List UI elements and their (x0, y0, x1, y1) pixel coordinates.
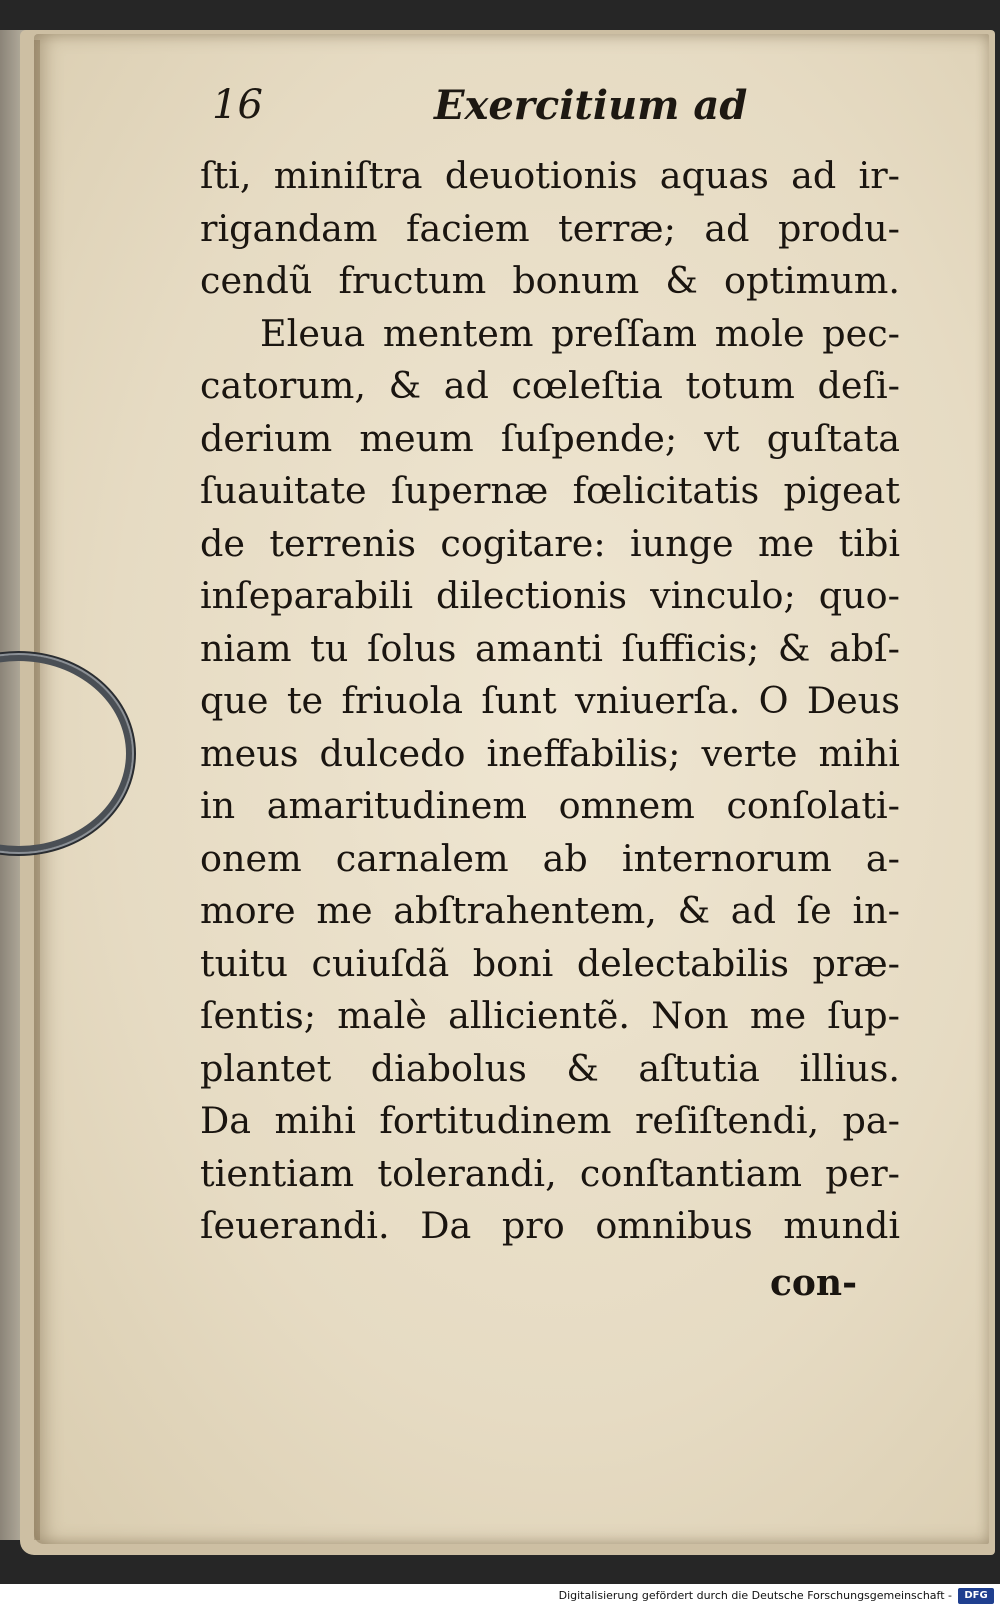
footer-credit: Digitalisierung gefördert durch die Deutsche Forschungsgemeinschaft - (558, 1589, 952, 1602)
text-line: rigandam faciem terræ; ad produ- (200, 206, 900, 250)
text-line: ſuauitate ſupernæ fœlicitatis pigeat (200, 469, 900, 512)
footer-bar (0, 1584, 1000, 1611)
text-line: Da mihi fortitudinem reſiſtendi, pa- (200, 1099, 900, 1142)
text-line: cendũ fructum bonum & optimum. (200, 259, 900, 302)
text-line: ſti, miniſtra deuotionis aquas ad ir- (200, 154, 900, 197)
page-number: 16 (212, 82, 263, 128)
text-line: Eleua mentem preſſam mole pec- (260, 311, 900, 355)
text-line: tuitu cuiuſdã boni delectabilis præ- (200, 941, 900, 985)
catchword: con- (770, 1262, 858, 1304)
text-line: plantet diabolus & aſtutia illius. (200, 1046, 900, 1090)
text-line: inſeparabili dilectionis vinculo; quo- (200, 574, 900, 617)
text-line: onem carnalem ab internorum a- (200, 836, 900, 880)
page-header (212, 82, 852, 132)
text-line: derium meum ſuſpende; vt guſtata (200, 416, 900, 460)
text-line: que te friuola ſunt vniuerſa. O Deus (200, 679, 900, 722)
text-body (200, 150, 900, 1253)
text-line: niam tu ſolus amanti ſufficis; & abſ- (200, 626, 900, 670)
running-head: Exercitium ad (434, 82, 748, 129)
text-line: more me abſtrahentem, & ad ſe in- (200, 889, 900, 932)
dfg-logo: DFG (958, 1588, 994, 1604)
text-line: ſentis; malè allicientẽ. Non me ſup- (200, 994, 900, 1037)
text-line: meus dulcedo ineffabilis; verte mihi (200, 731, 900, 775)
text-line: in amaritudinem omnem conſolati- (200, 784, 900, 827)
text-line: de terrenis cogitare: iunge me tibi (200, 521, 900, 565)
text-line: ſeuerandi. Da pro omnibus mundi (200, 1204, 900, 1247)
text-line: catorum, & ad cœleſtia totum deſi- (200, 364, 900, 407)
text-line: tientiam tolerandi, conſtantiam per- (200, 1151, 900, 1195)
